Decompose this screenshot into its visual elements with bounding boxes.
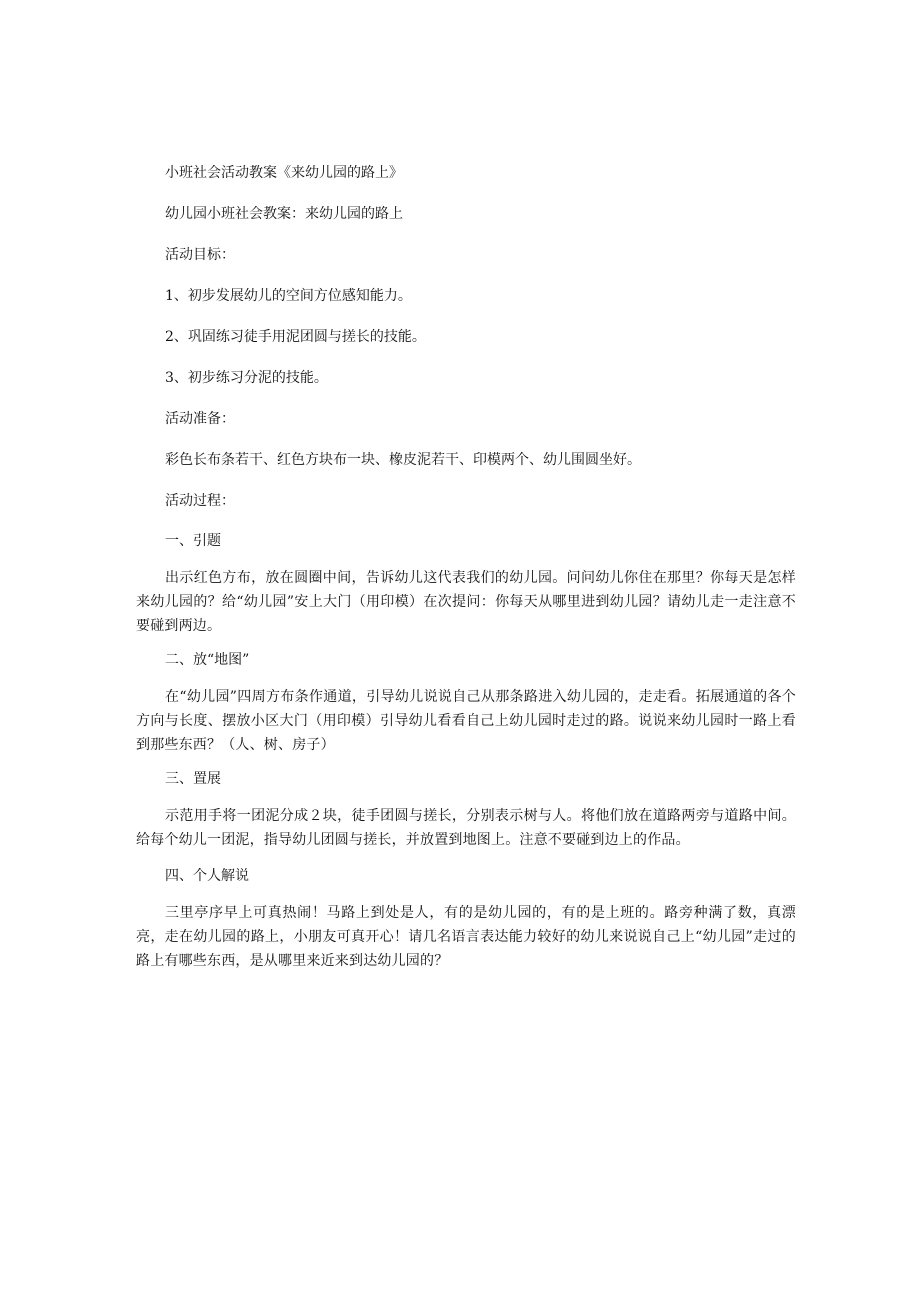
section-paragraph: 示范用手将一团泥分成２块，徒手团圆与搓长，分别表示树与人。将他们放在道路两旁与道路中间。给每个幼儿一团泥，指导幼儿团圆与搓长，并放置到地图上。注意不要碰到边上的作品。	[136, 808, 796, 848]
section-heading: 二、放“地图”	[165, 652, 250, 668]
section-paragraph: 三里亭序早上可真热闹！马路上到处是人，有的是幼儿园的，有的是上班的。路旁种满了数，真漂亮，走在幼儿园的路上，小朋友可真开心！请几名语言表达能力较好的幼儿来说说自己上“幼儿园”走过的路上有哪些东西，是从哪里来近来到达幼儿园的？	[136, 905, 796, 969]
goal-item: 3、初步练习分泥的技能。	[165, 370, 328, 386]
goal-item: 1、初步发展幼儿的空间方位感知能力。	[165, 288, 412, 304]
document-title: 小班社会活动教案《来幼儿园的路上》	[165, 165, 403, 181]
prep-heading: 活动准备：	[165, 411, 235, 427]
section-paragraph: 出示红色方布，放在圆圈中间，告诉幼儿这代表我们的幼儿园。问问幼儿你住在那里？你每天是怎样来幼儿园的？给“幼儿园”安上大门（用印模）在次提问：你每天从哪里进到幼儿园？请幼儿走一走注意不要碰到两边。	[136, 570, 796, 634]
section-heading: 四、个人解说	[165, 868, 249, 884]
section-heading: 三、置展	[165, 771, 221, 787]
document-subtitle: 幼儿园小班社会教案：来幼儿园的路上	[165, 206, 403, 222]
process-heading: 活动过程：	[165, 493, 235, 509]
section-paragraph: 在“幼儿园”四周方布条作通道，引导幼儿说说自己从那条路进入幼儿园的，走走看。拓展通道的各个方向与长度、摆放小区大门（用印模）引导幼儿看看自己上幼儿园时走过的路。说说来幼儿园时一路上看到那些东西？（人、树、房子）	[136, 689, 796, 753]
section-heading: 一、引题	[165, 533, 221, 549]
goals-heading: 活动目标：	[165, 247, 235, 263]
goal-item: 2、巩固练习徒手用泥团圆与搓长的技能。	[165, 329, 426, 345]
prep-text: 彩色长布条若干、红色方块布一块、橡皮泥若干、印模两个、幼儿围圆坐好。	[165, 452, 641, 468]
